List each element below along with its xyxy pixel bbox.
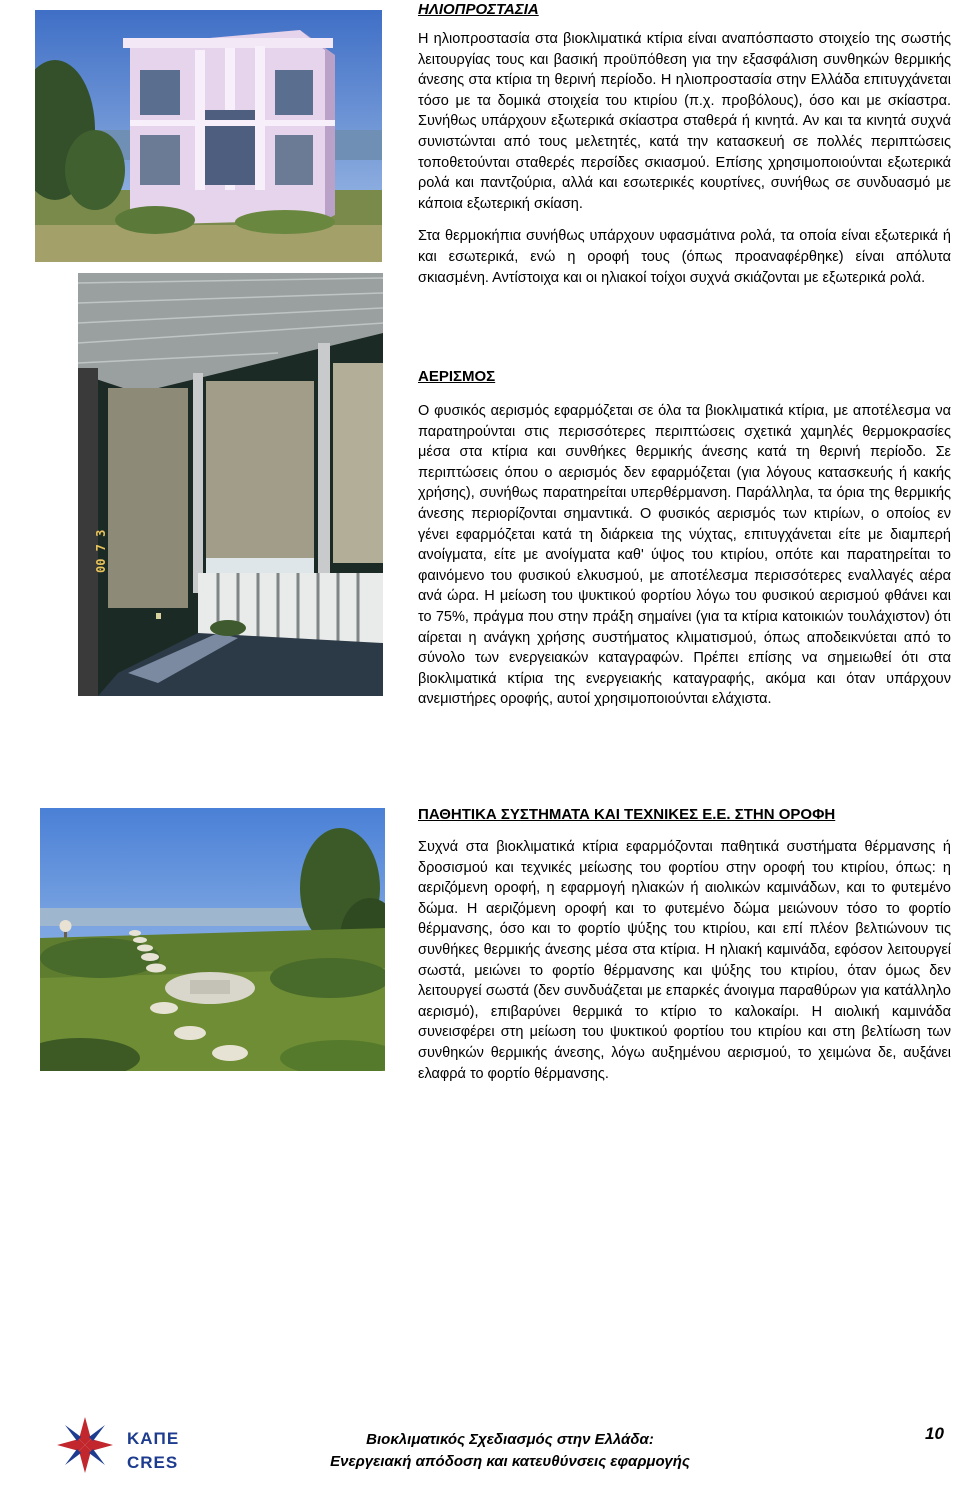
photo-house-with-pergola: [35, 10, 382, 262]
photo-veranda-roller-blinds: [78, 273, 383, 696]
page-number: 10: [925, 1424, 944, 1443]
footer-title-line2: Ενεργειακή απόδοση και κατευθύνσεις εφαρμογής: [330, 1453, 690, 1470]
logo-text-latin: CRES: [127, 1453, 179, 1472]
paragraph-roof-1: Συχνά στα βιοκλιματικά κτίρια εφαρμόζονται παθητικά συστήματα θέρμανσης ή δροσισμού και τεχνικές μείωσης του φορτίου στην οροφή του κτιρίου, όπως: η αεριζόμενη οροφή, η εφαρμογή ηλιακών ή αιολικών καμινάδων, και το φυτεμένο δώμα. Η αεριζόμενη οροφή και το φυτεμένο δώμα μειώνουν τόσο το φορτίο θέρμανσης, όσο και το φορτίο ψύξης του κτιρίου, και επί πλέον βελτιώνουν τις συνθήκες θερμικής άνεσης μέσα στα κτίρια. Η ηλιακή καμινάδα, εφόσον λειτουργεί σωστά, μειώνει το φορτίο θέρμανσης και ψύξης του κτιρίου, όταν όμως δεν λειτουργεί σωστά (δεν συνδυάζεται με επαρκές άνοιγμα παραθύρων για κατάλληλο αερισμό), επιβαρύνει θερμικά το κτίριο το καλοκαίρι. Η αιολική καμινάδα συνεισφέρει στη μείωση του ψυκτικού φορτίου του κτιρίου και στη βελτίωση των συνθηκών θερμικής άνεσης, λόγω αυξημένου αερισμού, το χειμώνα δε, αυξάνει ελαφρά το φορτίο θέρμανσης.: [418, 839, 951, 1082]
footer-title-line1: Βιοκλιματικός Σχεδιασμός στην Ελλάδα:: [366, 1431, 654, 1448]
paragraph-shading-2: Στα θερμοκήπια συνήθως υπάρχουν υφασμάτινα ρολά, τα οποία είναι εξωτερικά ή και εσωτερικά, ενώ η οροφή τους (όπως προαναφέρθηκε) είναι απόλυτα σκιασμένη. Αντίστοιχα και οι ηλιακοί τοίχοι συχνά σκιάζονται με εξωτερικά ρολά.: [418, 228, 951, 286]
paragraph-ventilation-1: Ο φυσικός αερισμός εφαρμόζεται σε όλα τα βιοκλιματικά κτίρια, με αποτέλεσμα να παρατηρούνται στις περισσότερες περιπτώσεις σχετικά χαμηλές θερμοκρασίες μέσα στα κτίρια και συνθήκες θερμικής άνεσης κατά τη θερινή περίοδο. Σε περιπτώσεις όπου ο αερισμός δεν εφαρμόζεται (για λόγους κατασκευής ή κακής χρήσης), συνήθως παρατηρείται υπερθέρμανση. Παράλληλα, τα όρια της θερμικής άνεσης περιορίζονται σημαντικά. Ο φυσικός αερισμός των κτιρίων, ο οποίος εν γένει εφαρμόζεται κατά τη διάρκεια της νύχτας, επιτυγχάνεται είτε με διαμπερή ανοίγματα, είτε με ανοίγματα καθ' ύψος του κτιρίου, οπότε και παρατηρείται το φαινόμενο του φυσικού ελκυσμού, με αποτέλεσμα περισσότερες εναλλαγές αέρα ανά ώρα. Η μείωση του ψυκτικού φορτίου λόγω του φυσικού αερισμού φθάνει και το 75%, πράγμα που στην πράξη σημαίνει (για τα κτίρια κατοικιών τουλάχιστον) ότι αίρεται η ανάγκη χρήσης συστήματος κλιματισμού, όπως αποδεικνύεται από το σύνολο των ενεργειακών καταγραφών. Πρέπει επίσης να σημειωθεί ότι στα βιοκλιματικά κτίρια της ενεργειακής καταγραφής, ακόμα και όταν υπάρχουν ανεμιστήρες οροφής, αυτοί χρησιμοποιούνται ελάχιστα.: [418, 403, 951, 708]
photo-garden-stone-path: [40, 808, 385, 1071]
section-roof-passive-systems: [418, 805, 951, 1084]
heading-ventilation: ΑΕΡΙΣΜΟΣ: [418, 368, 496, 385]
section-ventilation: [418, 367, 951, 710]
heading-roof-passive-systems: ΠΑΘΗΤΙΚΑ ΣΥΣΤΗΜΑΤΑ ΚΑΙ ΤΕΧΝΙΚΕΣ Ε.Ε. ΣΤΗΝ ΟΡΟΦΗ: [418, 806, 836, 823]
section-shading: [418, 0, 951, 288]
photo-date-stamp: 00 7 3: [94, 529, 108, 573]
paragraph-shading-1: Η ηλιοπροστασία στα βιοκλιματικά κτίρια είναι αναπόσπαστο στοιχείο της σωστής λειτουργίας τους και βασική προϋπόθεση για την εξασφάλιση συνθηκών θερμικής άνεσης στα κτίρια τη θερινή περίοδο. Η ηλιοπροστασία στην Ελλάδα επιτυγχάνεται τόσο με τα δομικά στοιχεία του κτιρίου (π.χ. προβόλους), όσο και με σκίαστρα. Συνήθως υπάρχουν εξωτερικά σκίαστρα σταθερά ή κινητά. Αν και τα κινητά συχνά συνιστώνται από τους μελετητές, κατά την κατασκευή σε πολλές περιπτώσεις τοποθετούνται σταθερές περσίδες σκιασμού. Επίσης χρησιμοποιούνται εξωτερικά ρολά και παντζούρια, αλλά και εσωτερικές κουρτίνες, συνήθως σε συνδυασμό με κάποια εξωτερική σκίαση.: [418, 31, 951, 212]
logo-text-greek: ΚΑΠΕ: [127, 1429, 180, 1448]
heading-shading: ΗΛΙΟΠΡΟΣΤΑΣΙΑ: [418, 1, 539, 18]
